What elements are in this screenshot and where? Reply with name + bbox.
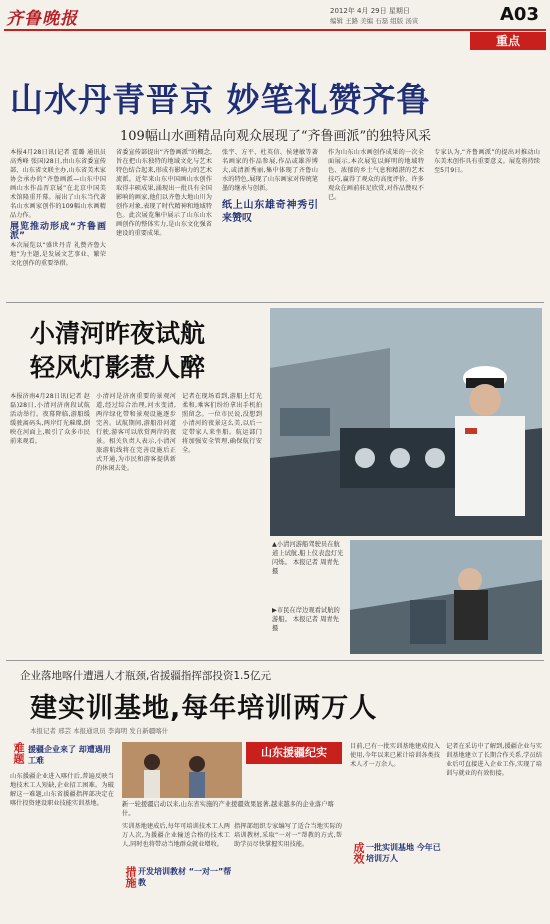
workers-illustration: [122, 742, 242, 798]
masthead-rule: [4, 29, 546, 31]
story2-column-1: 本报济南4月28日讯(记者 赵磊)28日,小清河济南段试航活动举行。夜幕降临,游船缓缓驶离码头,两岸灯光璀璨,倒映在河面上,吸引了众多市民前来观看。: [10, 393, 90, 445]
section-divider-1: [6, 302, 544, 303]
story3-column-3: 指挥部组织专家编写了适合当地实际的培训教材,采取“一对一”帮教的方式,帮助学员尽快掌握实用技能。: [234, 823, 342, 848]
lead-column-5: 专家认为,“齐鲁画派”的提出对推动山东美术创作具有重要意义。展览将持续至5月9日。: [434, 149, 540, 174]
lead-col1b-text: 本次展览以“盛世丹青 礼赞齐鲁大地”为主题,是发展文艺事业、繁荣文化创作的重要举措。: [10, 242, 106, 267]
feature-badge-sub: 新一轮援疆启动以来,山东省实施的产业援疆效果显著,越来越多的企业落户喀什。: [122, 801, 334, 817]
section-divider-2: [6, 660, 544, 661]
photo-caption-1: ▲小清河游船驾驶员在航道上试航,船上仪表盘灯光闪烁。 本报记者 周青先 摄: [272, 541, 344, 575]
riverside-illustration: [350, 540, 542, 654]
lead-column-3: [222, 148, 318, 298]
side-label-measures: 措施: [124, 866, 137, 888]
workers-photo: [122, 742, 242, 798]
page-number: A03: [500, 4, 539, 25]
story3-headline: 建实训基地,每年培训两万人: [30, 693, 378, 724]
lead-column-4: 作为山东山水画创作成果的一次全面展示,本次展览以鲜明的地域特色、浓郁的乡土气息和精湛的艺术技巧,赢得了观众的高度评价。许多观众在画前驻足欣赏,对作品赞叹不已。: [328, 149, 424, 201]
side-sub-problem: 援疆企业来了 却遭遇用工难: [28, 745, 111, 765]
photo-caption-2: ▶市民在岸边观看试航的游船。 本报记者 周青先 摄: [272, 607, 340, 632]
side-sub-measures: 开发培训教材 “一对一”帮教: [138, 867, 232, 887]
story3-column-4: 目前,已有一批实训基地建成投入使用,今年以来已累计培训各类技术人才一万余人。: [350, 743, 440, 768]
lead-subheadline: 109幅山水画精品向观众展现了“齐鲁画派”的独特风采: [120, 129, 432, 144]
story3-byline: 本报记者 邢芸 本报通讯员 李海明 发自新疆喀什: [30, 727, 169, 735]
story3-column-2: 实训基地建成后,每年可培训技术工人两万人次,为援疆企业输送合格的技术工人,同时也将带动当地群众就业增收。: [122, 823, 230, 848]
newspaper-logo: 齐鲁晚报: [6, 9, 78, 29]
story2-headline-line1: 小清河昨夜试航: [30, 319, 206, 348]
story3-kicker: 企业落地喀什遭遇人才瓶颈,省援疆指挥部投资1.5亿元: [20, 670, 272, 682]
ship-pilot-photo: [270, 308, 542, 536]
lead-col1-heading: 展览推动形成“齐鲁画派”: [10, 222, 106, 241]
story2-headline-line2: 轻风灯影惹人醉: [30, 353, 206, 382]
lead-headline: 山水丹青晋京 妙笔礼赞齐鲁: [10, 80, 431, 119]
section-tag: 重点: [470, 32, 546, 50]
dateline: 2012年 4月 29日 星期日: [330, 7, 410, 15]
story3-column-1: 山东援疆企业进入喀什后,普遍反映当地技术工人短缺,企业招工困难。为破解这一难题,山东省援疆指挥部决定在喀什投资建设职业技能实训基地。: [10, 773, 114, 807]
lead-col1-text: 本报4月28日讯(记者 霍璐 通讯员 高秀峰 张国)28日,由山东省委宣传部、山东省文联主办,山东省美术家协会承办的“齐鲁画派—山东中国画山水作品晋京展”在北京中国美术馆隆重开幕。展出了山东当代著名山水画家创作的109幅山水画精品力作。: [10, 149, 106, 219]
story3-column-5: 记者在采访中了解到,援疆企业与实训基地建立了长期合作关系,学员结业后可直接进入企业工作,实现了培训与就业的有效衔接。: [446, 743, 542, 777]
editors: 编辑 王路 美编 石磊 组版 汤寅: [330, 17, 419, 25]
story2-column-2: 小清河是济南重要的景观河道,经过综合治理,河水变清,两岸绿化带和景观设施逐步完善。试航期间,游船沿河道行驶,游客可以欣赏两岸的夜景。相关负责人表示,小清河旅游航线将在完善设施后正式开通,为市民和游客提供新的休闲去处。: [96, 393, 176, 472]
story2-column-3: 记者在现场看到,游船上灯光柔和,乘客们纷纷拿出手机拍照留念。一位市民说,没想到小清河的夜景这么美,以后一定带家人来坐船。航运部门将加强安全管理,确保航行安全。: [182, 393, 262, 454]
side-label-problem: 难题: [12, 742, 25, 764]
lead-column-2: 省委宣传部提出“齐鲁画派”的概念,旨在把山东独特的地域文化与艺术特色结合起来,形成有影响力的艺术流派。近年来山东中国画山水创作取得丰硕成果,涌现出一批具有全国影响的画家,他们以齐鲁大地山川为创作对象,表现了时代精神和地域特色。此次展览集中展示了山东山水画创作的整体实力,是山东文化强省建设的重要成果。: [116, 149, 212, 237]
lead-column-1: [10, 148, 106, 298]
riverside-photo: [350, 540, 542, 654]
side-label-results: 成效: [352, 842, 365, 864]
ship-pilot-illustration: [270, 308, 542, 536]
lead-col3-text: 张宇、方平、杜英信、侯建敏等著名画家的作品参展,作品或雄浑博大,或清新秀丽,集中体现了齐鲁山水的特色,展现了山东画家对传统笔墨的继承与创新。: [222, 149, 318, 192]
lead-col3-heading: 纸上山东雄奇神秀引来赞叹: [222, 200, 318, 224]
side-sub-results: 一批实训基地 今年已培训万人: [366, 843, 441, 863]
feature-badge: 山东援疆纪实: [246, 742, 342, 764]
